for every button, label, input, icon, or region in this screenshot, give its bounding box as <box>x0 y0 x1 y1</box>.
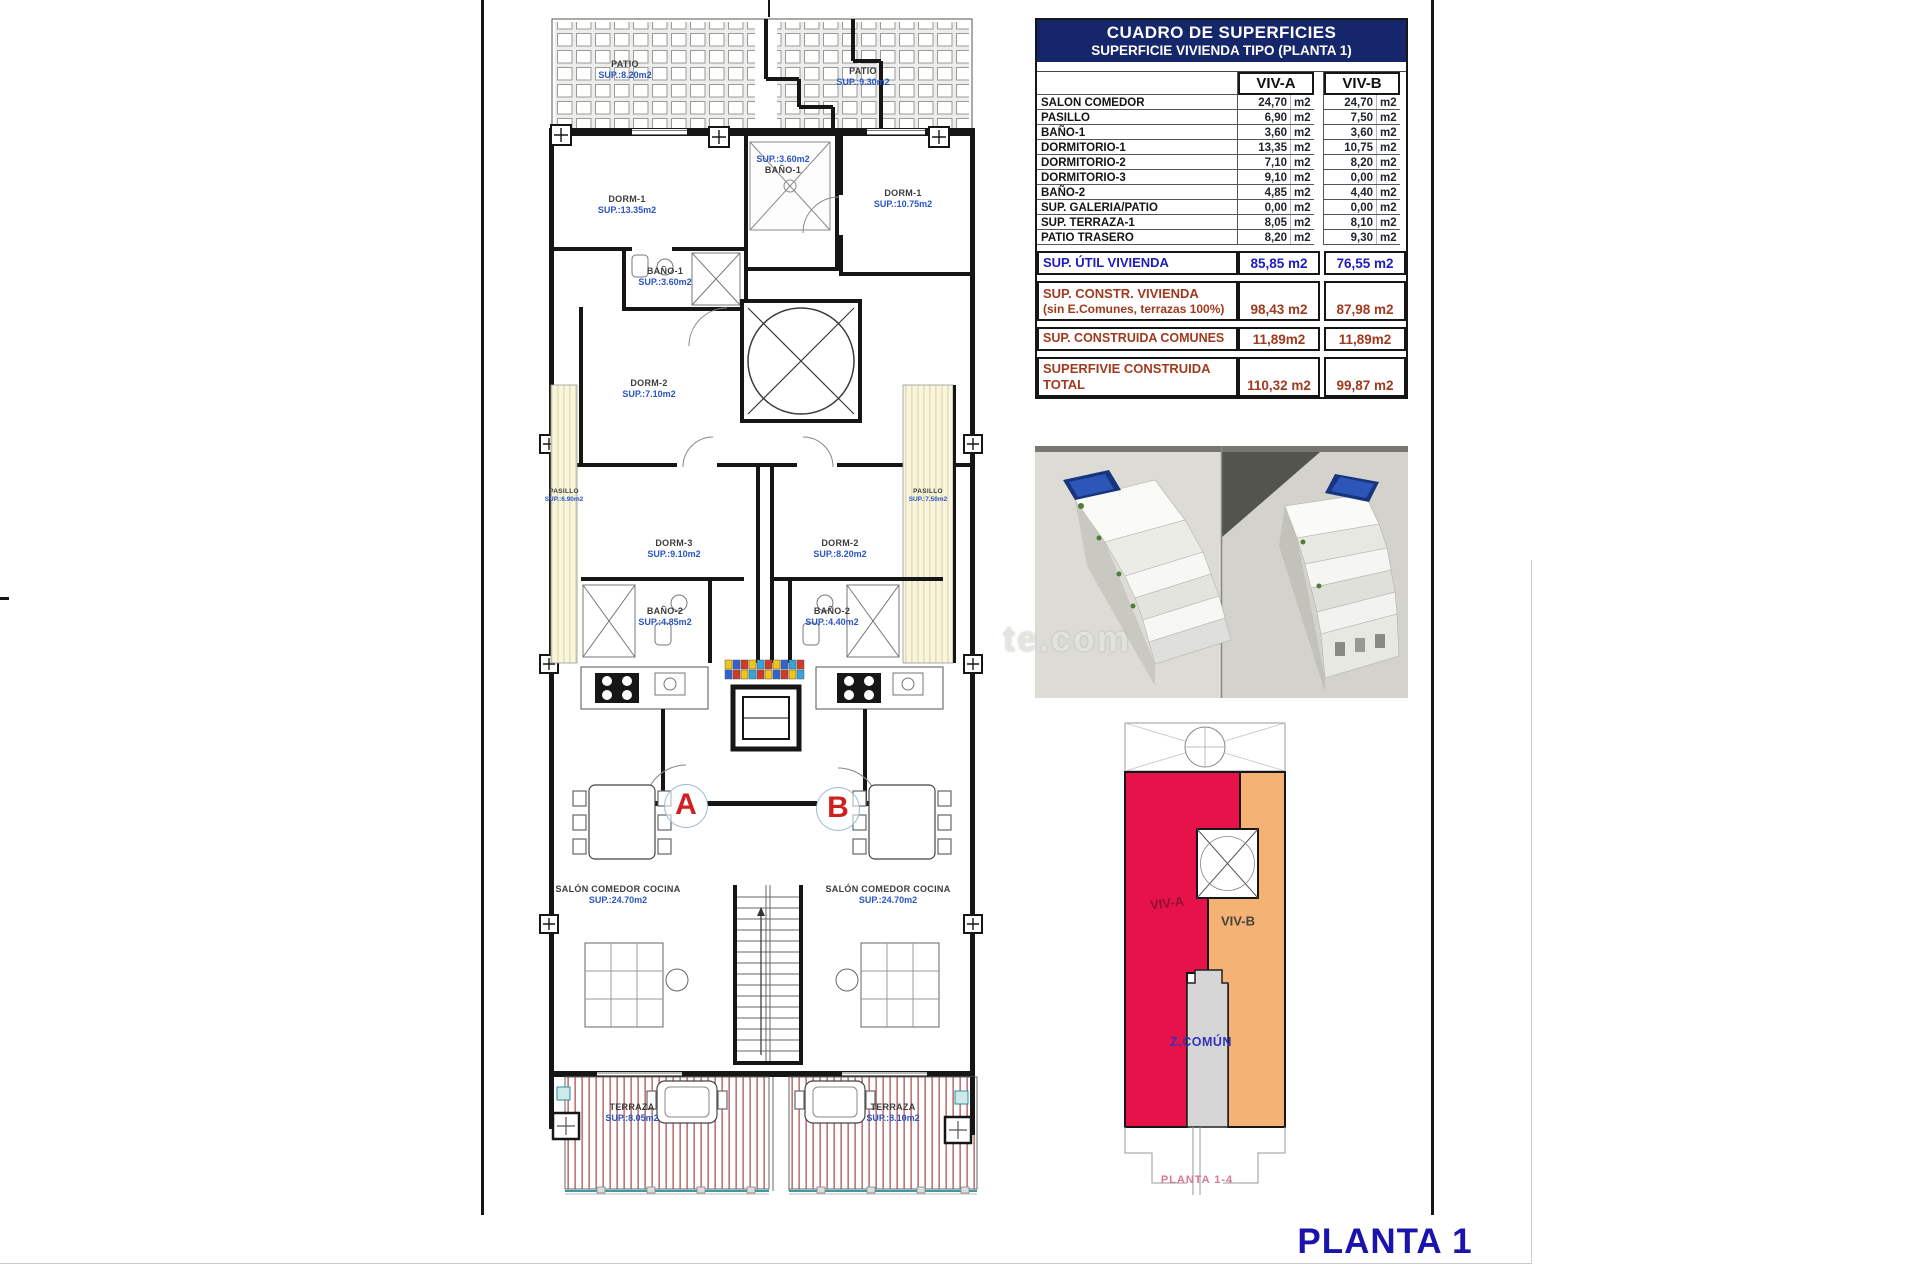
total-comunes-row: SUP. CONSTRUIDA COMUNES 11,89 m2 11,89 m2 <box>1037 327 1406 351</box>
room-label-bano1-top: SUP.:3.60m2 BAÑO-1 <box>756 154 810 175</box>
table-column-headers <box>1037 72 1406 95</box>
room-label-terraza-a: TERRAZA SUP.:8.05m2 <box>605 1102 659 1123</box>
floor-plan <box>537 15 987 1195</box>
watermark: te.com <box>1003 618 1132 659</box>
room-label-dorm2-a: DORM-2 SUP.:7.10m2 <box>622 378 676 399</box>
room-label-dorm2-b: DORM-2 SUP.:8.20m2 <box>813 538 867 559</box>
table-title: CUADRO DE SUPERFICIES <box>1106 23 1337 42</box>
diagram-label-z-comun: Z.COMÚN <box>1170 1035 1232 1049</box>
room-label-dorm1-a: DORM-1 SUP.:13.35m2 <box>597 194 657 215</box>
building-3d-renders <box>1035 446 1408 698</box>
table-row: PATIO TRASERO 8,20 m2 9,30 m2 <box>1037 230 1406 245</box>
table-row: PASILLO 6,90 m2 7,50 m2 <box>1037 110 1406 125</box>
table-row: BAÑO-2 4,85 m2 4,40 m2 <box>1037 185 1406 200</box>
table-row: BAÑO-1 3,60 m2 3,60 m2 <box>1037 125 1406 140</box>
room-label-bano1-a: BAÑO-1 SUP.:3.60m2 <box>638 266 692 287</box>
column-viv-a: VIV-A <box>1238 72 1314 95</box>
left-edge-tick <box>0 597 9 600</box>
room-label-bano2-b: BAÑO-2 SUP.:4.40m2 <box>805 606 859 627</box>
room-label-salon-a: SALÓN COMEDOR COCINA SUP.:24.70m2 <box>555 884 681 905</box>
diagram-label-viv-b: VIV-B <box>1221 913 1255 929</box>
key-diagram-drawing <box>1090 715 1300 1220</box>
room-label-terraza-b: TERRAZA SUP.:8.10m2 <box>866 1102 920 1123</box>
sheet-border-left <box>481 0 484 1215</box>
total-constr-row: SUP. CONSTR. VIVIENDA (sin E.Comunes, terrazas 100%) 98,43 m2 87,98 m2 <box>1037 281 1406 321</box>
room-label-bano2-a: BAÑO-2 SUP.:4.85m2 <box>638 606 692 627</box>
sheet-border-right <box>1431 0 1434 1215</box>
total-util-row: SUP. ÚTIL VIVIENDA 85,85 m2 76,55 m2 <box>1037 251 1406 275</box>
surfaces-table-header <box>1037 20 1406 62</box>
sheet-border-bottom <box>0 1263 1532 1264</box>
table-row: DORMITORIO-1 13,35 m2 10,75 m2 <box>1037 140 1406 155</box>
render-images <box>1035 446 1408 698</box>
table-row: SUP. GALERIA/PATIO 0,00 m2 0,00 m2 <box>1037 200 1406 215</box>
table-spacer <box>1037 62 1406 72</box>
room-label-dorm3-a: DORM-3 SUP.:9.10m2 <box>647 538 701 559</box>
room-label-pasillo-a: PASILLO SUP.:6.90m2 <box>544 488 584 503</box>
table-subtitle: SUPERFICIE VIVIENDA TIPO (PLANTA 1) <box>1091 43 1352 58</box>
sheet-title: PLANTA 1 <box>1297 1222 1473 1261</box>
sheet-edge-gray <box>1531 560 1532 1263</box>
room-label-pasillo-b: PASILLO SUP.:7.50m2 <box>908 488 948 503</box>
apartment-key-diagram <box>1090 715 1300 1220</box>
diagram-caption: PLANTA 1-4 <box>1160 1174 1234 1186</box>
table-row: DORMITORIO-2 7,10 m2 8,20 m2 <box>1037 155 1406 170</box>
room-label-patio-a: PATIO SUP.:8.20m2 <box>598 59 652 80</box>
surfaces-table <box>1035 18 1408 399</box>
total-construida-row: SUPERFIVIE CONSTRUIDA TOTAL 110,32 m2 99,87 m2 <box>1037 357 1406 397</box>
room-label-dorm1-b: DORM-1 SUP.:10.75m2 <box>873 188 933 209</box>
room-label-patio-b: PATIO SUP.:9.30m2 <box>836 66 890 87</box>
table-row: SALON COMEDOR 24,70 m2 24,70 m2 <box>1037 95 1406 110</box>
table-row: DORMITORIO-3 9,10 m2 0,00 m2 <box>1037 170 1406 185</box>
column-viv-b: VIV-B <box>1324 72 1400 95</box>
diagram-label-viv-a: VIV-A <box>1149 893 1185 913</box>
room-label-salon-b: SALÓN COMEDOR COCINA SUP.:24.70m2 <box>825 884 951 905</box>
apartment-a-letter: A <box>664 784 708 828</box>
apartment-b-letter: B <box>816 787 860 831</box>
table-row: SUP. TERRAZA-1 8,05 m2 8,10 m2 <box>1037 215 1406 230</box>
